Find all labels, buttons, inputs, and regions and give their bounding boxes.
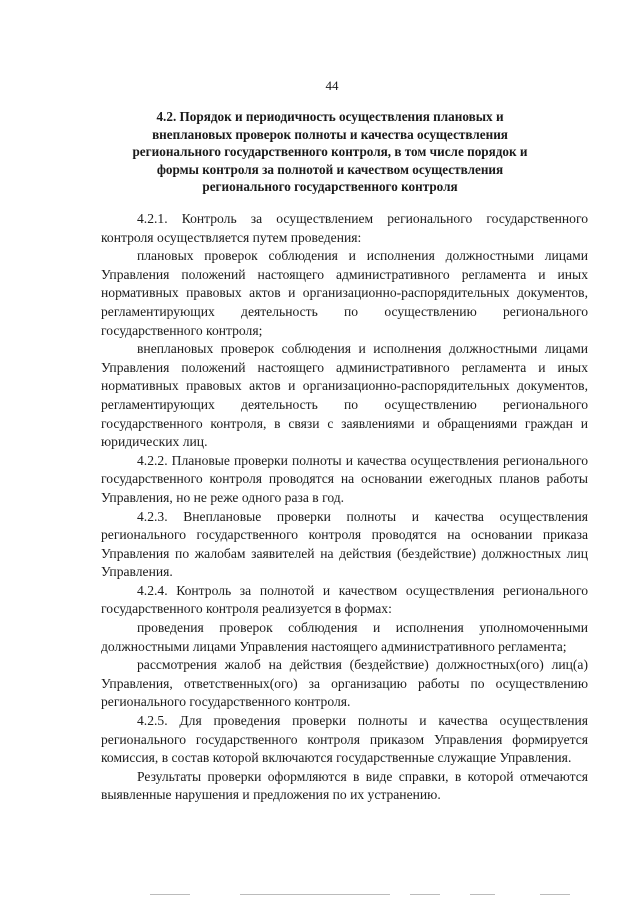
paragraph-unplanned-checks: внеплановых проверок соблюдения и исполнения должностными лицами Управления положений настоящего административного регламента и иных нормативных правовых актов и организационно-распорядительных документов, регламентирующих деятельность по осуществлению регионального государственного контроля, в связи с заявлениями и обращениями граждан и юридических лиц. xyxy=(101,341,588,450)
paragraph-4-2-5: 4.2.5. Для проведения проверки полноты и качества осуществления регионального государственного контроля приказом Управления формируется комиссия, в состав которой включаются государственные служащие Управления. xyxy=(101,713,588,766)
paragraph-planned-checks: плановых проверок соблюдения и исполнения должностными лицами Управления положений настоящего административного регламента и иных нормативных правовых актов и организационно-распорядительных документов, регламентирующих деятельность по осуществлению регионального государственного контроля; xyxy=(101,248,588,338)
scan-artifact-line xyxy=(0,892,640,898)
document-body xyxy=(101,210,588,805)
paragraph-4-2-2: 4.2.2. Плановые проверки полноты и качества осуществления регионального государственного контроля проводятся на основании ежегодных планов работы Управления, но не реже одного раза в год. xyxy=(101,452,588,505)
paragraph-form-complaints: рассмотрения жалоб на действия (бездействие) должностных(ого) лиц(а) Управления, ответственных(ого) за организацию работы по осуществлению регионального государственного контроля. xyxy=(101,657,588,710)
page-number: 44 xyxy=(325,78,339,93)
paragraph-form-inspections: проведения проверок соблюдения и исполнения уполномоченными должностными лицами Управления настоящего административного регламента; xyxy=(101,620,588,654)
paragraph-results: Результаты проверки оформляются в виде справки, в которой отмечаются выявленные нарушения и предложения по их устранению. xyxy=(101,768,588,803)
paragraph-4-2-1: 4.2.1. Контроль за осуществлением регионального государственного контроля осуществляется путем проведения: xyxy=(101,211,588,245)
paragraph-4-2-3: 4.2.3. Внеплановые проверки полноты и качества осуществления регионального государственного контроля проводятся на основании приказа Управления по жалобам заявителей на действия (бездействие) должностных лиц Управления. xyxy=(101,508,588,580)
paragraph-4-2-4: 4.2.4. Контроль за полнотой и качеством осуществления регионального государственного контроля реализуется в формах: xyxy=(101,582,588,617)
section-heading: 4.2. Порядок и периодичность осуществления плановых и внеплановых проверок полноты и качества осуществления регионального государственного контроля, в том числе порядок и формы контроля за полнотой и качеством осуществления регионального государственного контроля xyxy=(132,109,528,194)
